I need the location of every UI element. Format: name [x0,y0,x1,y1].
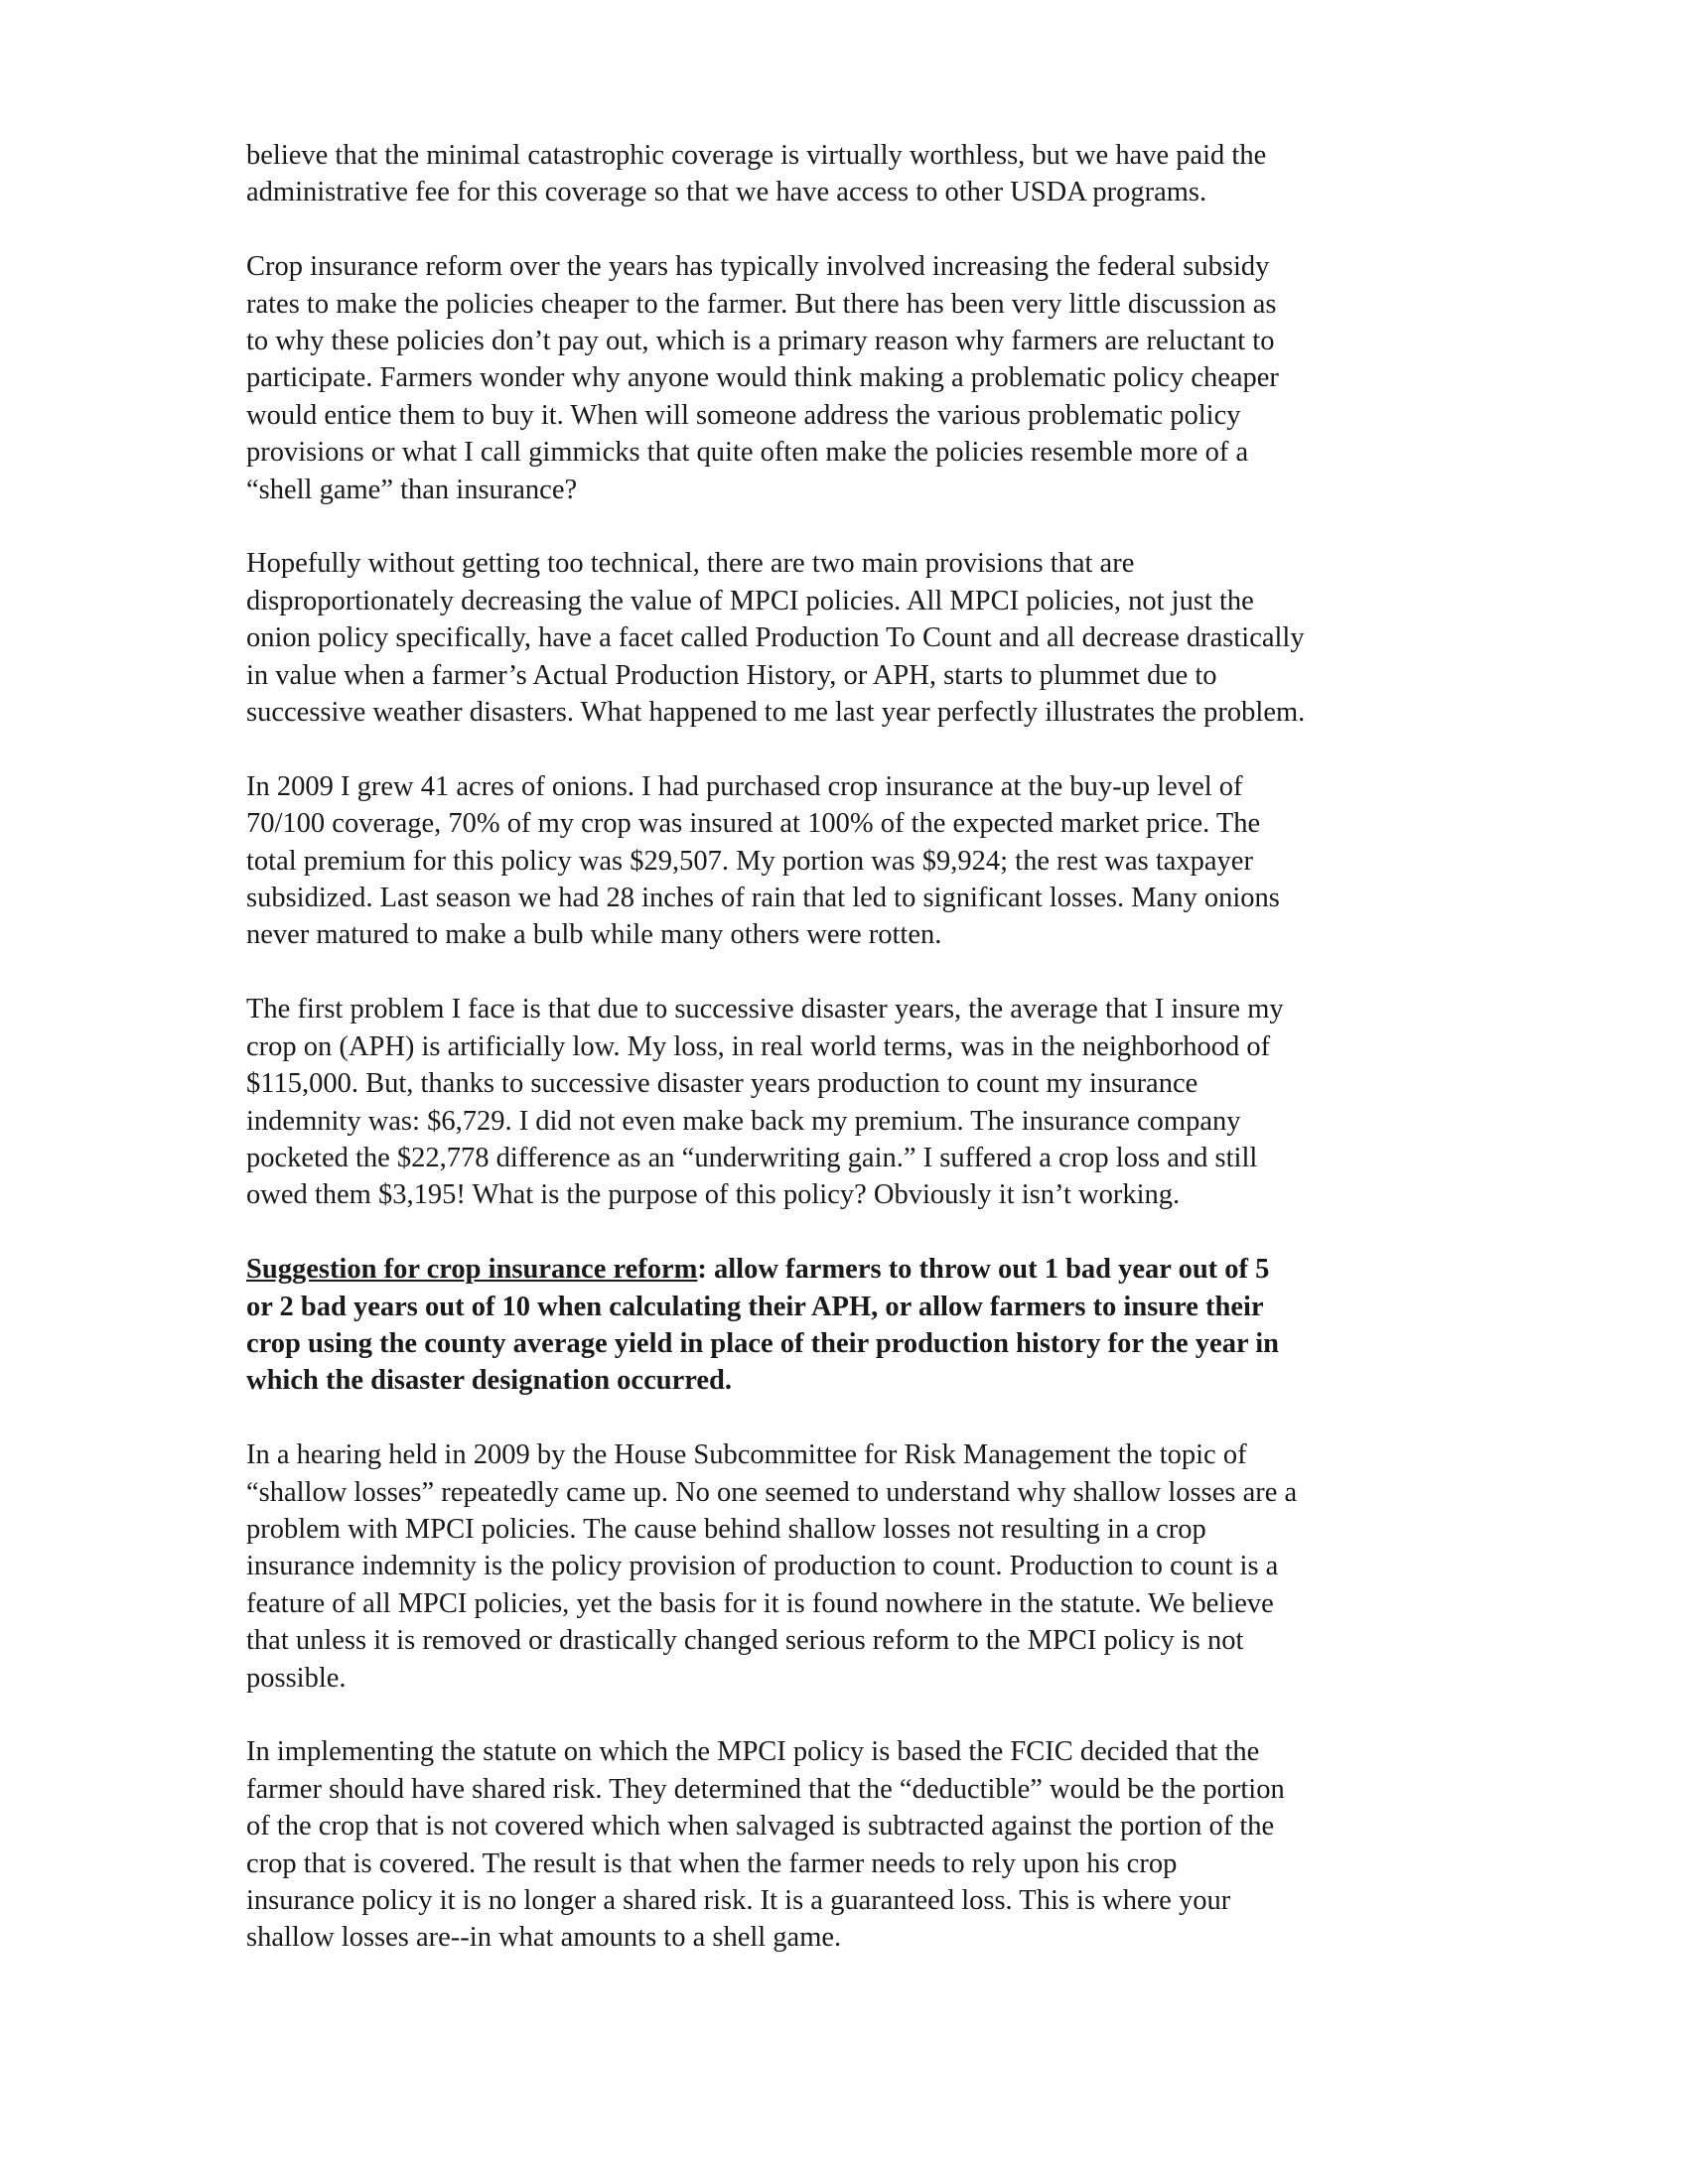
text-line: In implementing the statute on which the MPCI policy is based the FCIC decided that the [246,1736,1260,1768]
text-line: administrative fee for this coverage so that we have access to other USDA programs. [246,177,1207,208]
paragraph-reform-history [246,248,1448,508]
text-line: problem with MPCI policies. The cause behind shallow losses not resulting in a crop [246,1513,1206,1545]
text-line: onion policy specifically, have a facet called Production To Count and all decrease drastically [246,622,1305,654]
text-line: insurance policy it is no longer a shared risk. It is a guaranteed loss. This is where your [246,1884,1231,1916]
text-line: subsidized. Last season we had 28 inches of rain that led to significant losses. Many onions [246,883,1280,914]
text-line: In 2009 I grew 41 acres of onions. I had purchased crop insurance at the buy-up level of [246,770,1243,802]
text-line: pocketed the $22,778 difference as an “underwriting gain.” I suffered a crop loss and still [246,1142,1258,1173]
text-line: disproportionately decreasing the value of MPCI policies. All MPCI policies, not just the [246,585,1254,616]
text-line: The first problem I face is that due to successive disaster years, the average that I insure my [246,994,1284,1025]
paragraph-reform-suggestion [246,1251,1448,1400]
paragraph-2009-onions [246,768,1448,954]
text-line: never matured to make a bulb while many others were rotten. [246,919,942,951]
text-line: farmer should have shared risk. They determined that the “deductible” would be the portion [246,1773,1285,1805]
text-line: Hopefully without getting too technical, there are two main provisions that are [246,548,1135,580]
text-line: believe that the minimal catastrophic coverage is virtually worthless, but we have paid the [246,140,1267,171]
text-line: provisions or what I call gimmicks that quite often make the policies resemble more of a [246,437,1249,469]
text-line: Crop insurance reform over the years has typically involved increasing the federal subsidy [246,251,1270,283]
suggestion-text: : allow farmers to throw out 1 bad year out of 5 [697,1254,1270,1286]
paragraph-first-problem [246,991,1448,1213]
paragraph-two-provisions [246,545,1448,731]
text-line: indemnity was: $6,729. I did not even make back my premium. The insurance company [246,1105,1241,1137]
paragraph-fcic-shared-risk [246,1733,1448,1956]
text-line: shallow losses are--in what amounts to a shell game. [246,1922,842,1954]
text-line: In a hearing held in 2009 by the House Subcommittee for Risk Management the topic of [246,1439,1247,1471]
text-line: $115,000. But, thanks to successive disaster years production to count my insurance [246,1068,1198,1100]
document-page [246,137,1448,1993]
text-line: crop on (APH) is artificially low. My loss, in real world terms, was in the neighborhood of [246,1030,1271,1062]
text-line: would entice them to buy it. When will someone address the various problematic policy [246,399,1241,431]
text-line: crop using the county average yield in place of their production history for the year in [246,1327,1279,1359]
text-line: successive weather disasters. What happened to me last year perfectly illustrates the problem. [246,697,1306,729]
text-line: participate. Farmers wonder why anyone would think making a problematic policy cheaper [246,362,1279,394]
suggestion-heading: Suggestion for crop insurance reform [246,1254,698,1286]
paragraph-shallow-losses-hearing [246,1436,1448,1697]
text-line: to why these policies don’t pay out, which is a primary reason why farmers are reluctant to [246,326,1275,357]
text-line: “shallow losses” repeatedly came up. No one seemed to understand why shallow losses are a [246,1476,1298,1508]
text-line: feature of all MPCI policies, yet the basis for it is found nowhere in the statute. We believe [246,1587,1274,1619]
text-line: that unless it is removed or drastically changed serious reform to the MPCI policy is not [246,1625,1244,1657]
paragraph-catastrophic-coverage [246,137,1448,211]
text-line: rates to make the policies cheaper to the farmer. But there has been very little discussion as [246,288,1277,320]
text-line: insurance indemnity is the policy provision of production to count. Production to count is a [246,1551,1279,1582]
text-line: total premium for this policy was $29,507. My portion was $9,924; the rest was taxpayer [246,845,1253,877]
text-line [246,1251,1448,1288]
text-line: of the crop that is not covered which when salvaged is subtracted against the portion of the [246,1811,1275,1843]
text-line: which the disaster designation occurred. [246,1365,732,1397]
text-line: crop that is covered. The result is that when the farmer needs to rely upon his crop [246,1847,1178,1879]
text-line: or 2 bad years out of 10 when calculating their APH, or allow farmers to insure their [246,1291,1264,1322]
text-line: in value when a farmer’s Actual Production History, or APH, starts to plummet due to [246,659,1217,691]
text-line: possible. [246,1662,347,1694]
text-line: owed them $3,195! What is the purpose of this policy? Obviously it isn’t working. [246,1179,1181,1211]
text-line: “shell game” than insurance? [246,474,578,505]
text-line: 70/100 coverage, 70% of my crop was insured at 100% of the expected market price. The [246,808,1261,840]
